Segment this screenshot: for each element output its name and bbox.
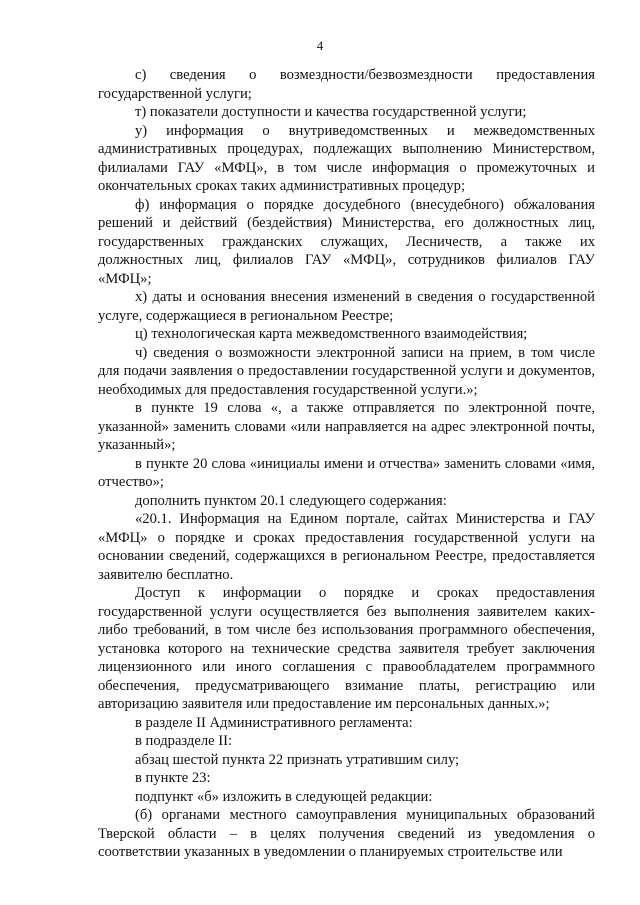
document-body xyxy=(98,66,595,862)
paragraph-u: у) информация о внутриведомственных и межведомственных административных процедурах, подлежащих выполнению Министерством, филиалами ГАУ «МФЦ», в том числе информация о промежуточных и окончательных сроках таких административных процедур; xyxy=(98,122,595,194)
paragraph-t: т) показатели доступности и качества государственной услуги; xyxy=(135,104,527,120)
paragraph-f: ф) информация о порядке досудебного (внесудебного) обжалования решений и действий (бездействия) Министерства, его должностных лиц, государственных гражданских служащих, Лесничеств, а также их должностных лиц, филиалов ГАУ «МФЦ», сотрудников филиалов ГАУ «МФЦ»; xyxy=(98,196,595,287)
paragraph-item-19: в пункте 19 слова «, а также отправляется по электронной почте, указанной» заменить словами «или направляется на адрес электронной почты, указанный»; xyxy=(98,400,595,453)
paragraph-item-22: абзац шестой пункта 22 признать утратившим силу; xyxy=(135,751,460,768)
paragraph-access: Доступ к информации о порядке и сроках предоставления государственной услуги осуществляется без выполнения заявителем каких-либо требований, в том числе без использования программного обеспечения, установка которого на технические средства заявителя требует заключения лицензионного или иного соглашения с правообладателем программного обеспечения, предусматривающего взимание платы, регистрацию или авторизацию заявителя или предоставление им персональных данных.»; xyxy=(98,585,595,712)
page-number: 4 xyxy=(316,38,324,53)
paragraph-item-23: в пункте 23: xyxy=(135,770,211,786)
paragraph-subitem-b: подпункт «б» изложить в следующей редакции: xyxy=(135,788,433,805)
paragraph-s: с) сведения о возмездности/безвозмездности предоставления государственной услуги; xyxy=(98,67,595,102)
paragraph-section-2: в разделе II Административного регламента: xyxy=(135,714,413,731)
paragraph-add-20-1: дополнить пунктом 20.1 следующего содержания: xyxy=(135,492,447,509)
paragraph-kh: х) даты и основания внесения изменений в сведения о государственной услуге, содержащиеся в региональном Реестре; xyxy=(98,289,595,324)
paragraph-20-1-text: «20.1. Информация на Едином портале, сайтах Министерства и ГАУ «МФЦ» о порядке и сроках предоставления государственной услуги на основании сведений, содержащихся в региональном Реестре, предоставляется заявителю бесплатно. xyxy=(98,511,595,583)
paragraph-item-20: в пункте 20 слова «инициалы имени и отчества» заменить словами «имя, отчество»; xyxy=(98,455,595,490)
paragraph-subsection-2: в подразделе II: xyxy=(135,733,233,749)
paragraph-ch: ч) сведения о возможности электронной записи на прием, в том числе для подачи заявления о предоставлении государственной услуги и документов, необходимых для предоставления государственной услуги.»; xyxy=(98,344,595,398)
paragraph-ts: ц) технологическая карта межведомственного взаимодействия; xyxy=(135,326,528,342)
paragraph-b-text: (б) органами местного самоуправления муниципальных образований Тверской области – в целях получения сведений из уведомления о соответствии указанных в уведомлении о планируемых строительстве или xyxy=(98,807,595,860)
